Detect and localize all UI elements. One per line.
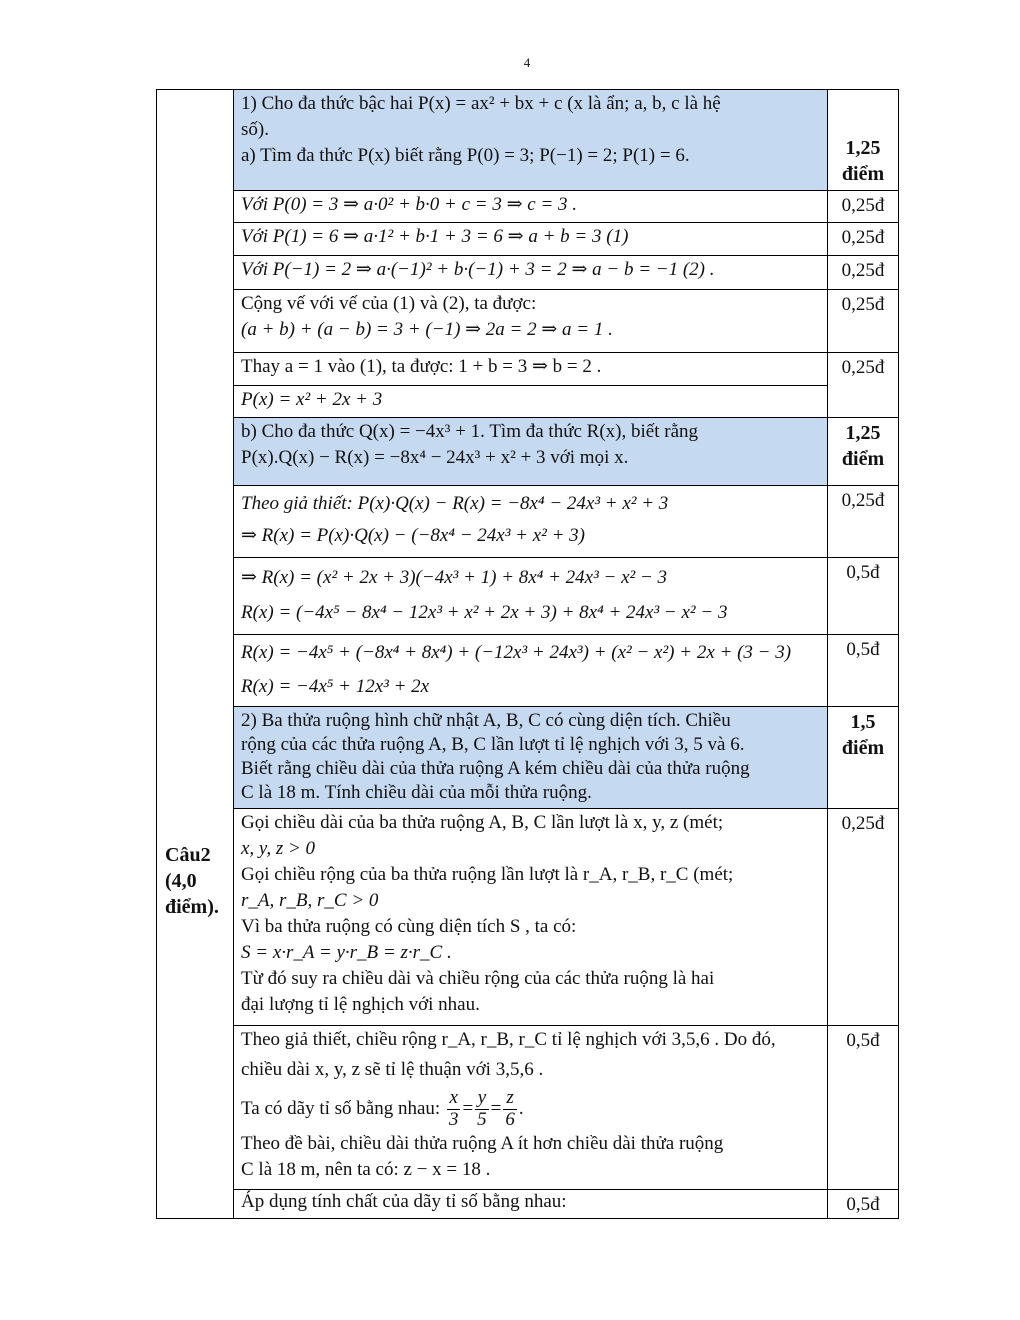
solution-step [234,1026,828,1190]
points-value: 1,25 [845,422,881,444]
ratio-line: Ta có dãy tỉ số bằng nhau: $\frac{x}{3}$ = $\frac{y}{5}$ = $\frac{z}{6}$ . [241,1087,524,1130]
text-line: chiều dài x, y, z sẽ tỉ lệ thuận với 3,5,6 . [241,1059,544,1080]
table-row [157,256,899,290]
points-value: 0,5đ [846,1030,880,1051]
math-line: S = x·r_A = y·r_B = z·r_C . [241,942,452,963]
table-row [157,1190,899,1219]
fraction-numerator: x [447,1088,461,1110]
points-cell [828,191,899,223]
solution-step [234,1190,828,1219]
ratio-fraction-z [503,1088,517,1131]
text-line: Gọi chiều rộng của ba thửa ruộng lần lượt là r_A, r_B, r_C (mét; [241,864,734,885]
math-line: R(x) = (−4x⁵ − 8x⁴ − 12x³ + x² + 2x + 3) + 8x⁴ + 24x³ − x² − 3 [241,602,728,623]
solution-step [234,256,828,290]
points-cell [828,90,899,191]
math-line: Với P(0) = 3 ⇒ a·0² + b·0 + c = 3 ⇒ c = 3 . [241,194,578,215]
fraction-denominator: 6 [505,1108,515,1130]
question-label-line: Câu2 [165,843,211,866]
points-value: 0,25đ [841,294,885,315]
text-line: 1) Cho đa thức bậc hai P(x) = ax² + bx + c (x là ẩn; a, b, c là hệ [241,93,721,114]
points-value: 0,25đ [841,490,885,511]
points-cell [828,558,899,635]
solution-step [234,486,828,558]
text-line: rộng của các thửa ruộng A, B, C lần lượt tỉ lệ nghịch với 3, 5 và 6. [241,734,745,755]
points-value: 1,25 [845,137,881,159]
points-value: 0,5đ [846,639,880,660]
solution-step [234,809,828,1026]
text-line: số). [241,119,269,140]
page-number: 4 [523,55,531,70]
math-line: R(x) = −4x⁵ + (−8x⁴ + 8x⁴) + (−12x³ + 24x³) + (x² − x²) + 2x + (3 − 3) [241,642,792,663]
problem-1-statement [234,90,828,191]
text-line: a) Tìm đa thức P(x) biết rằng P(0) = 3; P(−1) = 2; P(1) = 6. [241,145,690,166]
points-cell [828,707,899,809]
table-row [157,386,899,418]
problem-1b-statement [234,418,828,486]
question-label-line: điểm). [165,895,219,918]
text-line: Biết rằng chiều dài của thửa ruộng A kém chiều dài của thửa ruộng [241,758,750,779]
solution-step [234,558,828,635]
table-row [157,707,899,809]
question-label [157,90,234,1219]
math-line: Với P(−1) = 2 ⇒ a·(−1)² + b·(−1) + 3 = 2 ⇒ a − b = −1 (2) . [241,259,715,280]
answer-table [156,89,899,1219]
text-line: Áp dụng tính chất của dãy tỉ số bằng nhau: [241,1191,567,1212]
table-row [157,635,899,707]
text-line: Gọi chiều dài của ba thửa ruộng A, B, C lần lượt là x, y, z (mét; [241,812,724,833]
solution-step [234,290,828,353]
fraction-denominator: 3 [448,1108,459,1130]
math-line: x, y, z > 0 [241,838,316,859]
text-line: b) Cho đa thức Q(x) = −4x³ + 1. Tìm đa thức R(x), biết rằng [241,421,699,442]
table-row [157,809,899,1026]
text-line: P(x).Q(x) − R(x) = −8x⁴ − 24x³ + x² + 3 với mọi x. [241,447,629,468]
text-line: C là 18 m, nên ta có: z − x = 18 . [241,1159,491,1180]
table-row [157,486,899,558]
solution-step [234,635,828,707]
points-cell [828,809,899,1026]
text-line: Theo đề bài, chiều dài thửa ruộng A ít hơn chiều dài thửa ruộng [241,1133,724,1154]
points-cell [828,1026,899,1190]
math-line: Theo giả thiết: P(x)·Q(x) − R(x) = −8x⁴ − 24x³ + x² + 3 [241,493,669,514]
math-line: P(x) = x² + 2x + 3 [241,389,383,410]
ratio-prefix: Ta có dãy tỉ số bằng nhau: [241,1097,441,1119]
text-line: đại lượng tỉ lệ nghịch với nhau. [241,994,480,1015]
points-value: 0,25đ [841,813,885,834]
points-cell [828,1190,899,1219]
points-cell [828,256,899,290]
table-row [157,558,899,635]
solution-step [234,353,828,386]
points-cell [828,486,899,558]
problem-2-statement [234,707,828,809]
math-line: (a + b) + (a − b) = 3 + (−1) ⇒ 2a = 2 ⇒ a = 1 . [241,319,613,340]
text-line: Từ đó suy ra chiều dài và chiều rộng của các thửa ruộng là hai [241,968,715,989]
math-line: ⇒ R(x) = (x² + 2x + 3)(−4x³ + 1) + 8x⁴ + 24x³ − x² − 3 [241,567,668,588]
points-cell [828,635,899,707]
math-line: Với P(1) = 6 ⇒ a·1² + b·1 + 3 = 6 ⇒ a + b = 3 (1) [241,226,629,247]
table-row [157,353,899,386]
text-line: Vì ba thửa ruộng có cùng diện tích S , ta có: [241,916,577,937]
math-line: R(x) = −4x⁵ + 12x³ + 2x [241,676,430,697]
table-row [157,290,899,353]
points-cell [828,290,899,353]
math-line: ⇒ R(x) = P(x)·Q(x) − (−8x⁴ − 24x³ + x² + 3) [241,525,585,546]
ratio-fraction-x [447,1088,461,1131]
points-value: 0,5đ [846,1194,880,1215]
text-line: 2) Ba thửa ruộng hình chữ nhật A, B, C có cùng diện tích. Chiều [241,710,731,731]
points-unit: điểm [841,163,885,185]
math-line: r_A, r_B, r_C > 0 [241,890,379,911]
table-row [157,223,899,256]
fraction-numerator: z [503,1088,517,1110]
table-row [157,1026,899,1190]
points-unit: điểm [841,737,885,759]
table-row [157,191,899,223]
solution-step [234,223,828,256]
points-value: 0,25đ [841,357,885,378]
table-row [157,418,899,486]
ratio-fraction-y [475,1088,489,1131]
question-label-line: (4,0 [165,869,197,892]
solution-step [234,191,828,223]
points-value: 0,25đ [841,195,885,216]
table-row [157,90,899,191]
points-cell [828,353,899,418]
fraction-denominator: 5 [477,1108,487,1130]
points-value: 0,25đ [841,227,885,248]
points-cell [828,223,899,256]
text-line: C là 18 m. Tính chiều dài của mỗi thửa ruộng. [241,782,592,803]
points-cell [828,418,899,486]
points-value: 1,5 [850,711,876,733]
text-line: Thay a = 1 vào (1), ta được: 1 + b = 3 ⇒ b = 2 . [241,356,602,377]
solution-result [234,386,828,418]
points-unit: điểm [841,448,885,470]
fraction-numerator: y [475,1088,489,1110]
text-line: Cộng vế với vế của (1) và (2), ta được: [241,293,537,314]
points-value: 0,25đ [841,260,885,281]
text-line: Theo giả thiết, chiều rộng r_A, r_B, r_C tỉ lệ nghịch với 3,5,6 . Do đó, [241,1029,776,1050]
points-value: 0,5đ [846,562,880,583]
